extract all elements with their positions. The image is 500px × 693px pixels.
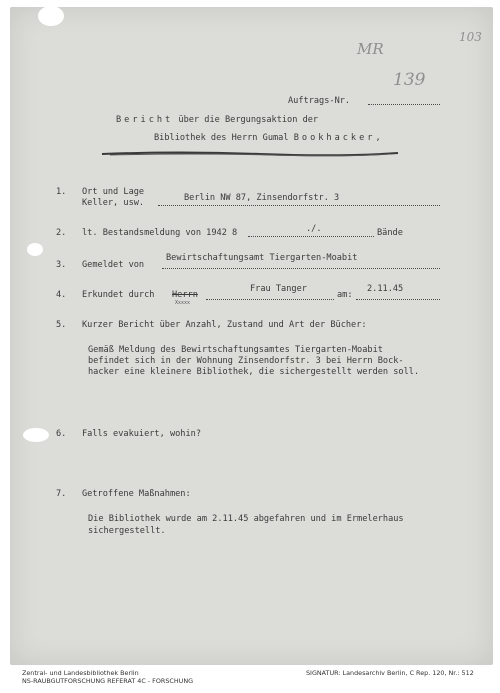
item2-number: 2. — [56, 228, 67, 238]
item7-text-line2: sichergestellt. — [88, 526, 166, 536]
item2-value: ./. — [306, 224, 322, 234]
item1-label-line1: Ort und Lage — [82, 187, 145, 197]
item7-number: 7. — [56, 489, 67, 499]
item1-value: Berlin NW 87, Zinsendorfstr. 3 — [184, 193, 340, 203]
item2-label: lt. Bestandsmeldung von 1942 8 — [82, 228, 238, 238]
footer-left-line1: Zentral- und Landesbibliothek Berlin — [22, 669, 139, 677]
item7-text-line1: Die Bibliothek wurde am 2.11.45 abgefahren und im Ermelerhaus — [88, 514, 404, 524]
item4-date-label: am: — [337, 290, 353, 300]
item2-suffix: Bände — [377, 228, 403, 238]
item4-struck-under: Xxxxx — [175, 300, 191, 306]
document-page — [10, 7, 493, 665]
item4-dotline — [206, 299, 334, 300]
item1-number: 1. — [56, 187, 67, 197]
footer-left-line2: NS-RAUBGUTFORSCHUNG REFERAT 4C - FORSCHUNG — [22, 677, 194, 685]
report-word: Bericht — [116, 115, 174, 125]
hand-underline — [100, 148, 400, 158]
item4-number: 4. — [56, 290, 67, 300]
pencil-mark: MR — [357, 40, 384, 58]
auftrags-dotline — [368, 104, 440, 105]
item1-dotline — [158, 205, 440, 206]
report-name: Bookhacker, — [293, 133, 384, 143]
paper-tear-top — [38, 6, 64, 26]
item4-struck-word: Herrn — [172, 290, 198, 300]
item6-label: Falls evakuiert, wohin? — [82, 429, 201, 439]
report-title-line2 — [154, 134, 384, 143]
item5-number: 5. — [56, 320, 67, 330]
item1-label-line2: Keller, usw. — [82, 198, 145, 208]
punch-hole-lower — [23, 428, 49, 442]
report-rest: über die Bergungsaktion der — [178, 115, 319, 125]
report-title-line1 — [116, 116, 318, 125]
file-number: 139 — [393, 70, 426, 90]
item4-label: Erkundet durch — [82, 290, 155, 300]
item3-value: Bewirtschaftungsamt Tiergarten-Moabit — [166, 253, 358, 263]
footer-left — [22, 669, 193, 685]
item5-text-line1: Gemäß Meldung des Bewirtschaftungsamtes Tiergarten-Moabit — [88, 345, 383, 355]
page-number: 103 — [459, 30, 482, 44]
item3-number: 3. — [56, 260, 67, 270]
item3-dotline — [162, 268, 440, 269]
item5-text-line3: hacker eine kleinere Bibliothek, die sichergestellt werden soll. — [88, 367, 420, 377]
report-prefix: Bibliothek des Herrn Gumal — [154, 133, 289, 143]
item4-value: Frau Tanger — [250, 284, 307, 294]
item5-label: Kurzer Bericht über Anzahl, Zustand und Art der Bücher: — [82, 320, 367, 330]
item4-date-value: 2.11.45 — [367, 284, 404, 294]
auftrags-label: Auftrags-Nr. — [288, 96, 351, 106]
item5-text-line2: befindet sich in der Wohnung Zinsendorfstr. 3 bei Herrn Bock- — [88, 356, 404, 366]
item4-date-dotline — [356, 299, 440, 300]
punch-hole-upper — [27, 243, 43, 256]
item6-number: 6. — [56, 429, 67, 439]
footer-right: SIGNATUR: Landesarchiv Berlin, C Rep. 120, Nr.: 512 — [306, 669, 474, 677]
item7-label: Getroffene Maßnahmen: — [82, 489, 191, 499]
item3-label: Gemeldet von — [82, 260, 145, 270]
item2-dotline — [248, 236, 374, 237]
